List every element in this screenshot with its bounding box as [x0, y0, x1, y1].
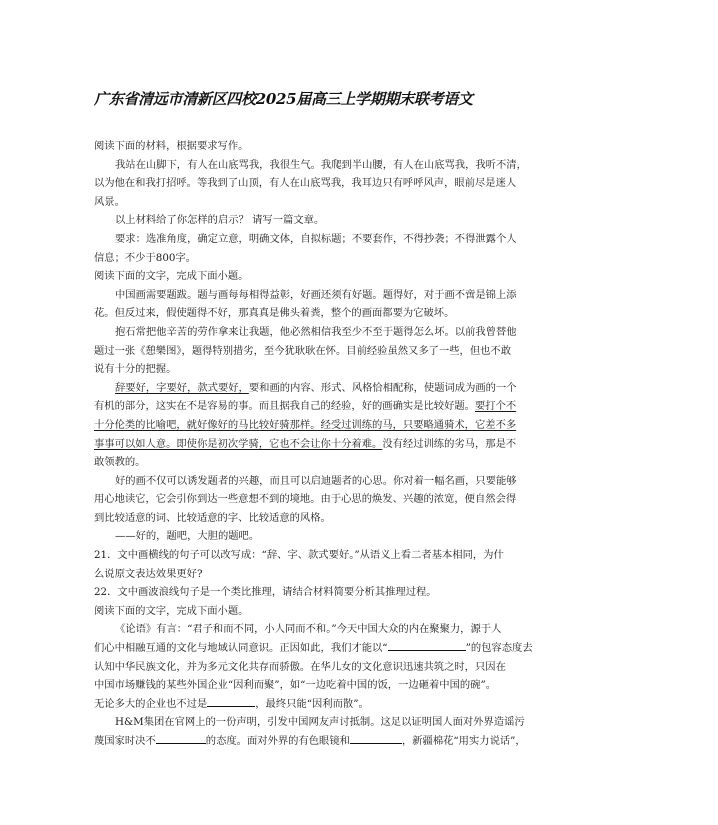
text-line — [94, 639, 646, 658]
text-line: 信息；不少于800字。 — [94, 251, 197, 264]
text-line: 好的画不仅可以诱发题者的兴趣，而且可以启迪题者的心思。你对着一幅名画，只要能够 — [115, 474, 517, 487]
text-line: 风景。 — [94, 195, 125, 208]
text-segment: 们心中相融互通的文化与地域认同意识。正因如此，我们才能以“ — [94, 642, 388, 655]
text-line: 我站在山脚下，有人在山底骂我，我很生气。我爬到半山腰，有人在山底骂我，我听不清， — [115, 158, 527, 171]
text-line: 阅读下面的材料，根据要求写作。 — [94, 140, 249, 152]
text-segment: 无论多大的企业也不过是 — [94, 697, 208, 710]
text-line — [94, 435, 646, 454]
text-line: 认知中华民族文化，并为多元文化共存而骄傲。在华儿女的文化意识迅速共筑之时，只因在 — [94, 660, 506, 673]
underlined-sentence: 辞要好，字要好，款式要好， — [115, 381, 249, 394]
text-line: 用心地读它，它会引你到达一些意想不到的境地。由于心思的焕发、兴趣的浓宽，便自然会得 — [94, 493, 517, 506]
text-line — [94, 397, 646, 416]
text-segment: ，最终只能“因利而散”。 — [255, 697, 369, 710]
underlined-sentence: 要打个不 — [474, 400, 517, 413]
text-line — [94, 732, 646, 751]
text-line: ——好的，题吧，大胆的题吧。 — [115, 530, 260, 543]
underlined-sentence: 事事可以如人意。即使你是初次学骑，它也不会让你十分着难。 — [94, 437, 383, 450]
text-line — [94, 379, 646, 398]
text-line: 21．文中画横线的句子可以改写成：“辞、字、款式要好。”从语义上看二者基本相同，为什 — [94, 549, 504, 562]
document-title: 广东省清远市清新区四校2025届高三上学期期末联考语文 — [94, 90, 473, 108]
text-line: 么说原文表达效果更好? — [94, 567, 203, 580]
text-line: 抱石常把他辛苦的劳作拿来让我题，他必然相信我至少不至于题得怎么坏。以前我曾替他 — [115, 325, 517, 338]
document-body — [94, 137, 646, 751]
text-segment: 没有经过训练的劣马，那是不 — [382, 437, 517, 450]
text-segment: 蔑国家时决不 — [94, 735, 156, 747]
fill-in-blank — [388, 639, 466, 651]
text-line: 要求：选准角度，确定立意，明确文体，自拟标题；不要套作，不得抄袭；不得泄露个人 — [115, 232, 517, 245]
text-line: 《论语》有言：“君子和而不同，小人同而不和。”今天中国大众的内在聚聚力，源于人 — [115, 623, 502, 636]
text-segment: 要和画的内容、形式、风格恰相配称，使题词成为画的一个 — [248, 381, 517, 394]
underlined-sentence: 十分伦类的比喻吧，就好像好的马比较好骑那样。经受过训练的马，只要略通骑术，它差不多 — [94, 418, 517, 431]
text-line: 题过一张《憩樂图》，题得特别措劣，至今犹耿耿在怀。目前经验虽然又多了一些，但也不敢 — [94, 344, 512, 357]
text-line: 花。但反过来，假使题得不好，那真真是佛头着粪，整个的画面都要为它破坏。 — [94, 307, 455, 320]
text-line: 阅读下面的文字，完成下面小题。 — [94, 604, 249, 617]
fill-in-blank — [207, 695, 255, 707]
text-line: 说有十分的把握。 — [94, 363, 177, 376]
text-line: 敢领教的。 — [94, 456, 146, 469]
text-line: 中国画需要题跋。题与画每每相得益彰，好画还须有好题。题得好，对于画不啻是锦上添 — [115, 288, 517, 301]
fill-in-blank — [156, 732, 206, 744]
fill-in-blank — [350, 732, 402, 744]
text-segment: 的态度。面对外界的有色眼镜和 — [205, 735, 350, 747]
text-line — [94, 416, 646, 435]
text-line: 到比较适意的词、比较适意的字、比较适意的风格。 — [94, 511, 331, 524]
text-line — [94, 695, 646, 714]
text-segment: ”的包容态度去 — [465, 642, 533, 655]
text-segment: ，新疆棉花“用实力说话”， — [401, 735, 526, 747]
text-line: 以上材料给了你怎样的启示？ 请写一篇文章。 — [115, 214, 325, 227]
text-line: 以为他在和我打招呼。等我到了山顶，有人在山底骂我，我耳边只有呼呼风声，眼前尽是迷人 — [94, 177, 517, 190]
text-line: 22．文中画波浪线句子是一个类比推理，请结合材料简要分析其推理过程。 — [94, 586, 437, 599]
text-line: 中国市场赚钱的某些外国企业“因利而聚”，如“一边吃着中国的饭，一边砸着中国的碗”。 — [94, 679, 497, 692]
text-line: H&M集团在官网上的一份声明，引发中国网友声讨抵制。这足以证明国人面对外界造谣污 — [115, 716, 525, 729]
text-line: 阅读下面的文字，完成下面小题。 — [94, 270, 249, 283]
text-segment: 有机的部分，这实在不是容易的事。而且据我自己的经验，好的画确实是比较好题。 — [94, 400, 475, 413]
